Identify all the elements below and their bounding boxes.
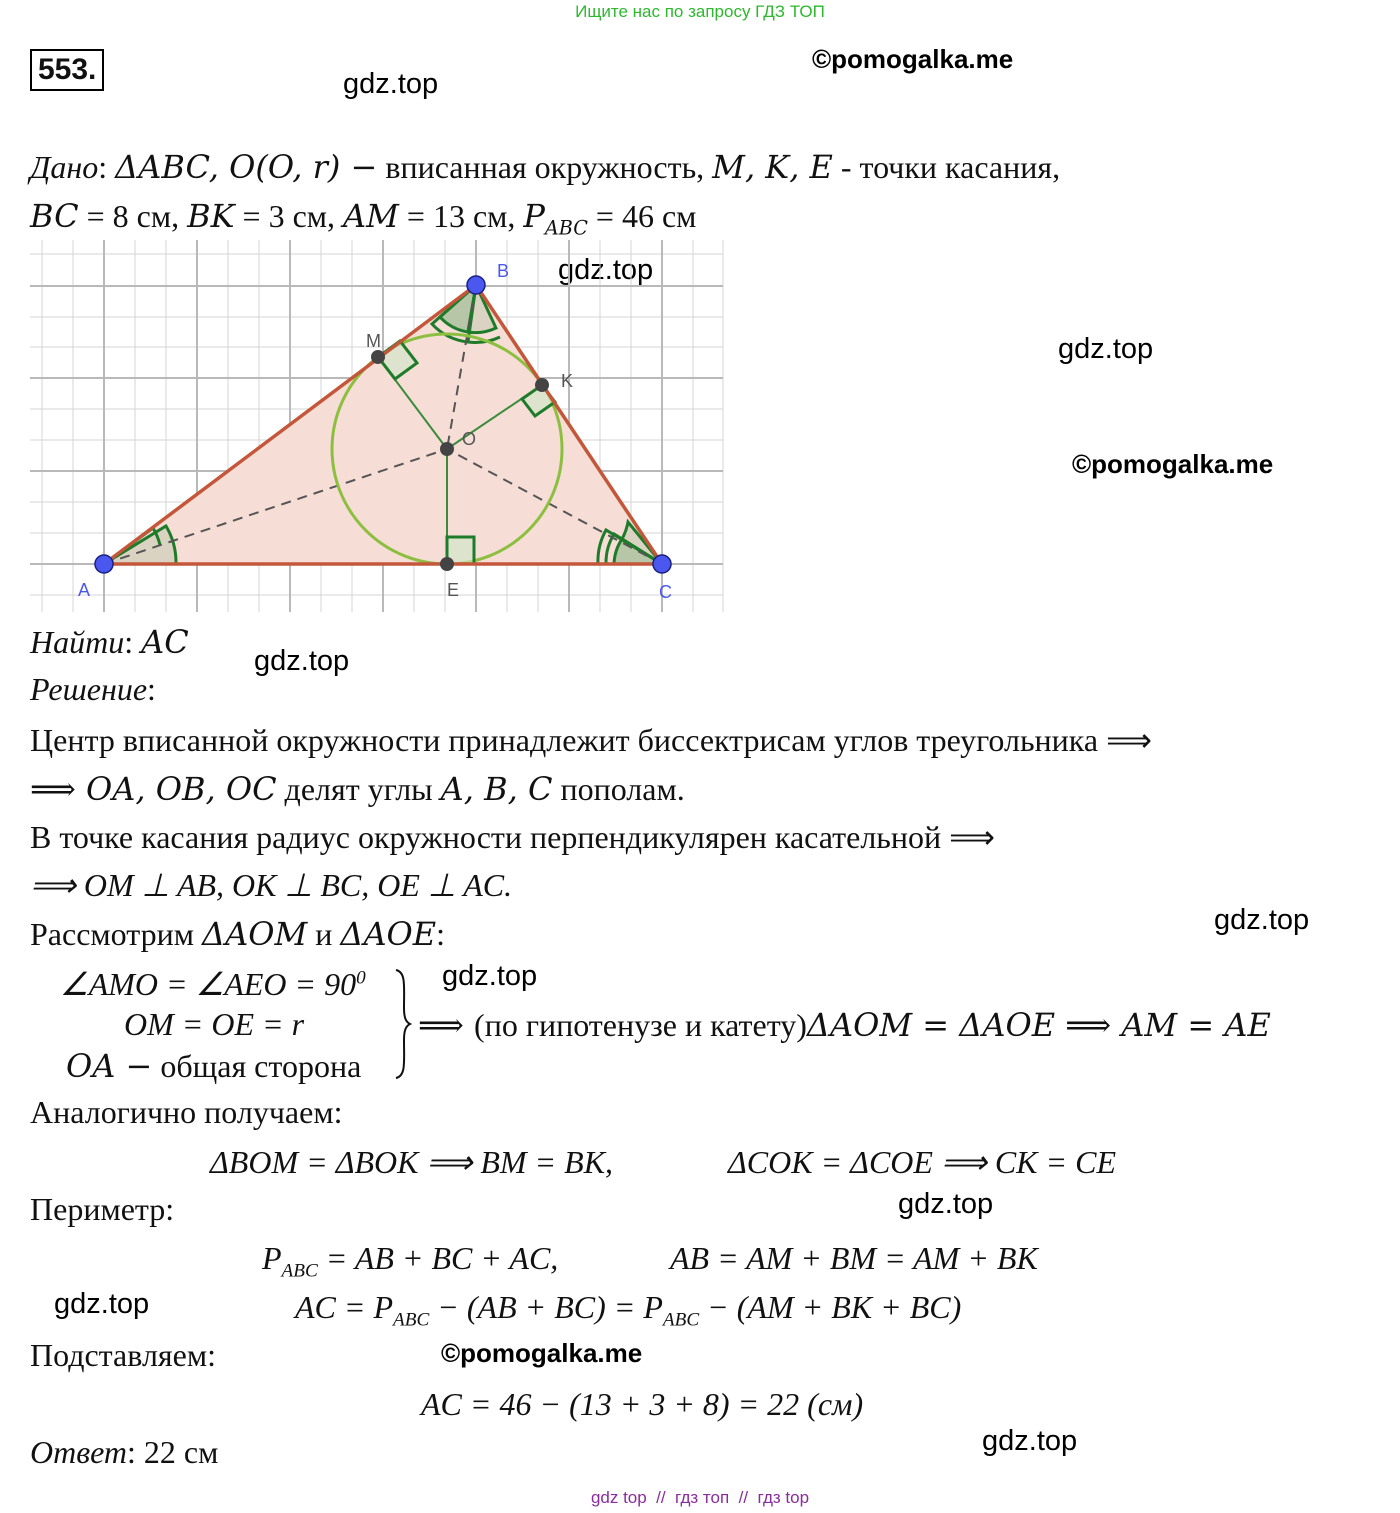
given-math: M, K, E xyxy=(712,148,833,186)
solution-p4: ⟹ OM ⊥ AB, OK ⊥ BC, OE ⊥ AC. xyxy=(30,867,513,903)
footer-note: gdz top // гдз топ // гдз top xyxy=(590,1488,810,1507)
label-e: E xyxy=(447,580,460,600)
given-line-1: Дано: ΔABC, O(O, r) − вписанная окружность, M, K, E - точки касания, xyxy=(30,148,1061,186)
equation-bom: ΔBOM = ΔBOK ⟹ BM = BK, xyxy=(210,1144,614,1180)
given-math: ΔABC, O(O, r) − xyxy=(115,148,378,186)
system-row-1: ∠AMO = ∠AEO = $90^0$ xyxy=(60,966,366,1002)
given-label: Дано xyxy=(30,149,99,185)
system-row-3: OA − общая сторона xyxy=(66,1047,362,1085)
final-calculation: AC = 46 − (13 + 3 + 8) = 22 (см) xyxy=(421,1386,864,1422)
find-label: Найти xyxy=(30,624,125,660)
watermark-gdz: gdz.top xyxy=(343,68,439,100)
watermark-pomogalka: ©pomogalka.me xyxy=(812,44,1014,74)
system-row-2: OM = OE = r xyxy=(124,1006,305,1042)
watermark-gdz: gdz.top xyxy=(1214,904,1310,936)
system-result: ⟹ (по гипотенузе и катету)ΔAOM = ΔAOE ⟹ AM = AE xyxy=(418,1006,1271,1044)
point-o xyxy=(440,442,454,456)
equation-cok: ΔCOK = ΔCOE ⟹ CK = CE xyxy=(728,1144,1116,1180)
solution-p3: В точке касания радиус окружности перпендикулярен касательной ⟹ xyxy=(30,819,996,855)
problem-number: 553. xyxy=(30,49,104,91)
watermark-gdz: gdz.top xyxy=(254,645,350,677)
solution-p5: Рассмотрим ΔAOM и ΔAOE: xyxy=(30,915,446,953)
label-k: K xyxy=(561,371,574,391)
given-line-2: BC = 8 см, BK = 3 см, AM = 13 см, $P_{ABC} = 46$ см xyxy=(30,197,697,240)
given-bc: BC xyxy=(30,197,79,235)
ab-formula: AB = AM + BM = AM + BK xyxy=(670,1240,1038,1276)
solution-p2: ⟹ OA, OB, OC делят углы A, B, C пополам. xyxy=(30,770,685,808)
watermark-gdz: gdz.top xyxy=(1058,333,1154,365)
given-text: - точки касания, xyxy=(832,149,1061,185)
given-text: вписанная окружность, xyxy=(377,149,713,185)
solution-p8: Подставляем: xyxy=(30,1337,216,1373)
system-brace xyxy=(392,968,412,1080)
label-o: O xyxy=(462,429,477,449)
given-p: P xyxy=(523,197,545,235)
label-a: A xyxy=(78,580,91,600)
watermark-pomogalka: ©pomogalka.me xyxy=(441,1338,643,1368)
point-b xyxy=(467,276,485,294)
solution-label: Решение: xyxy=(30,671,156,707)
watermark-pomogalka: ©pomogalka.me xyxy=(1072,449,1274,479)
label-c: C xyxy=(659,582,672,602)
point-a xyxy=(95,555,113,573)
solution-p7: Периметр: xyxy=(30,1191,175,1227)
given-am: AM xyxy=(343,197,399,235)
given-bk: BK xyxy=(187,197,235,235)
ac-formula: AC = $P_{ABC} - (AB + BC) = P_{ABC} - (AM$ + BK + BC) xyxy=(295,1289,962,1331)
point-m xyxy=(371,350,385,364)
triangle-figure xyxy=(30,240,730,615)
watermark-gdz: gdz.top xyxy=(54,1288,150,1320)
find-value: AC xyxy=(141,623,189,661)
header-note: Ищите нас по запросу ГДЗ ТОП xyxy=(575,2,825,21)
watermark-gdz: gdz.top xyxy=(442,960,538,992)
point-c xyxy=(653,555,671,573)
solution-p6: Аналогично получаем: xyxy=(30,1094,343,1130)
watermark-gdz: gdz.top xyxy=(558,254,654,286)
solution-p1: Центр вписанной окружности принадлежит биссектрисам углов треугольника ⟹ xyxy=(30,722,1152,758)
label-m: M xyxy=(366,331,381,351)
perimeter-formula: $P_{ABC}$ = AB + BC + AC, xyxy=(262,1240,559,1282)
find-line: Найти: AC xyxy=(30,623,189,661)
point-e xyxy=(440,557,454,571)
answer-line: Ответ: 22 см xyxy=(30,1434,219,1470)
label-b: B xyxy=(497,261,510,281)
watermark-gdz: gdz.top xyxy=(982,1425,1078,1457)
watermark-gdz: gdz.top xyxy=(898,1188,994,1220)
point-k xyxy=(535,378,549,392)
